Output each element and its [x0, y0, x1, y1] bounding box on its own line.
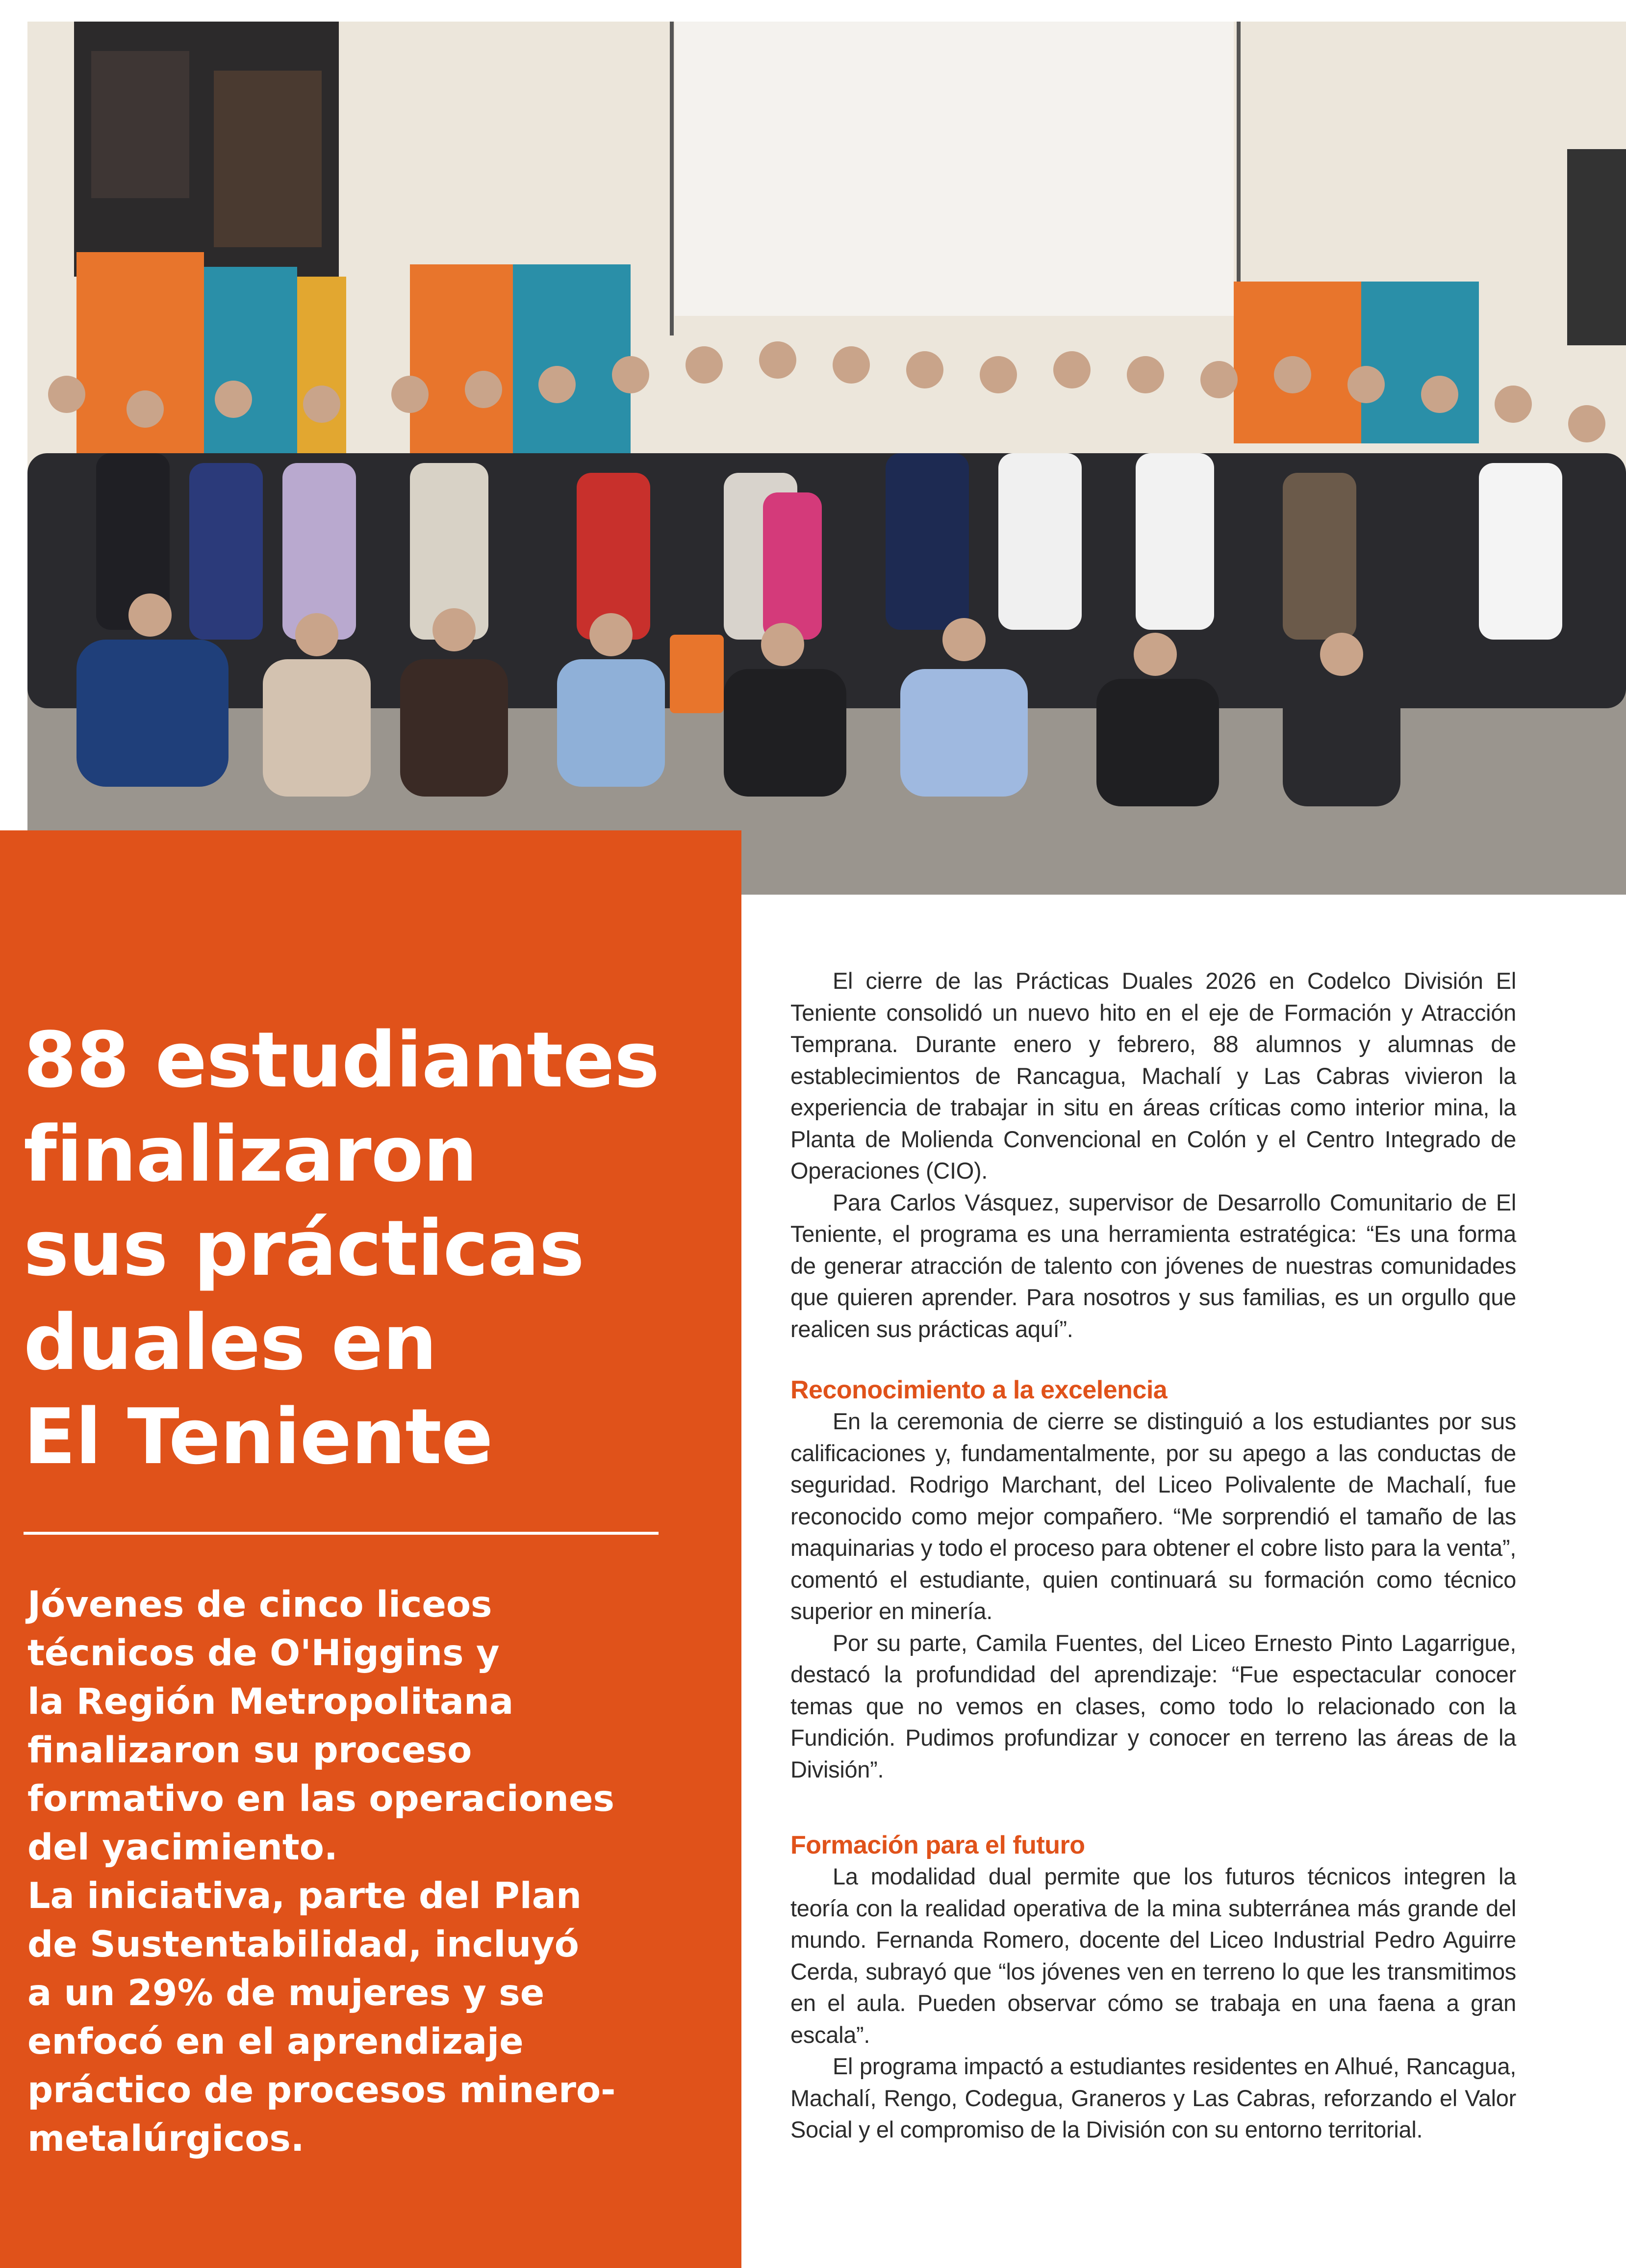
body-paragraph: Por su parte, Camila Fuentes, del Liceo Ernesto Pinto Lagarrigue, destacó la profundidad del aprendizaje: “Fue espectacular conocer temas que no vemos en clases, como todo lo relacionado con la Fundición. Pudimos profundizar y conocer en terreno las áreas de la División”.	[790, 1629, 1516, 1782]
section-heading-excellence: Reconocimiento a la excelencia	[790, 1376, 1168, 1404]
headline-line: El Teniente	[24, 1392, 493, 1481]
body-paragraph: La modalidad dual permite que los futuros técnicos integren la teoría con la realidad operativa de la mina subterránea más grande del mundo. Fernanda Romero, docente del Liceo Industrial Pedro Aguirre Cerda, subrayó que “los jóvenes ven en terreno lo que les transmitimos en el aula. Pueden observar cómo se trabaja en una faena a gran escala”.	[790, 1863, 1516, 2048]
lead-line: formativo en las operaciones	[27, 1778, 614, 1820]
headline-divider	[24, 1532, 659, 1535]
headline-line: 88 estudiantes	[24, 1015, 660, 1105]
body-paragraph: El cierre de las Prácticas Duales 2026 en Codelco División El Teniente consolidó un nuevo hito en el eje de Formación y Atracción Temprana. Durante enero y febrero, 88 alumnos y alumnas de establecimientos de Rancagua, Machalí y Las Cabras vivieron la experiencia de trabajar in situ en áreas críticas como interior mina, la Planta de Molienda Convencional en Colón y el Centro Integrado de Operaciones (CIO).	[790, 968, 1516, 1184]
article-lead	[27, 1580, 724, 2163]
lead-line: a un 29% de mujeres y se	[27, 1972, 545, 2014]
lead-line: La iniciativa, parte del Plan	[27, 1875, 582, 1917]
headline-line: duales en	[24, 1298, 437, 1387]
body-paragraph: Para Carlos Vásquez, supervisor de Desarrollo Comunitario de El Teniente, el programa es una herramienta estratégica: “Es una forma de generar atracción de talento con jóvenes de nuestras comunidades que quieren aprender. Para nosotros y sus familias, es un orgullo que realicen sus prácticas aquí”.	[790, 1189, 1516, 1342]
headline-line: finalizaron	[24, 1109, 477, 1199]
lead-line: Jóvenes de cinco liceos	[27, 1584, 492, 1625]
lead-line: técnicos de O'Higgins y	[27, 1632, 500, 1674]
body-paragraph: El programa impactó a estudiantes residentes en Alhué, Rancagua, Machalí, Rengo, Codegua, Graneros y Las Cabras, reforzando el Valor Social y el compromiso de la División con su entorno territorial.	[790, 2053, 1516, 2142]
lead-line: la Región Metropolitana	[27, 1681, 514, 1723]
article-body	[790, 965, 1516, 2146]
article-headline	[24, 1013, 730, 1484]
group-photo	[27, 22, 1626, 895]
lead-line: enfocó en el aprendizaje	[27, 2021, 524, 2062]
lead-line: finalizaron su proceso	[27, 1729, 472, 1771]
lead-line: práctico de procesos minero-	[27, 2069, 616, 2111]
lead-line: de Sustentabilidad, incluyó	[27, 1924, 579, 1965]
body-paragraph: En la ceremonia de cierre se distinguió a los estudiantes por sus calificaciones y, fundamentalmente, por su apego a las conductas de seguridad. Rodrigo Marchant, del Liceo Polivalente de Machalí, fue reconocido como mejor compañero. “Me sorprendió el tamaño de las maquinarias y todo el proceso para obtener el cobre listo para la venta”, comentó el estudiante, quien continuará su formación como técnico superior en minería.	[790, 1408, 1516, 1624]
section-heading-future: Formación para el futuro	[790, 1831, 1085, 1859]
headline-line: sus prácticas	[24, 1204, 584, 1293]
lead-line: del yacimiento.	[27, 1827, 338, 1868]
lead-line: metalúrgicos.	[27, 2118, 305, 2160]
